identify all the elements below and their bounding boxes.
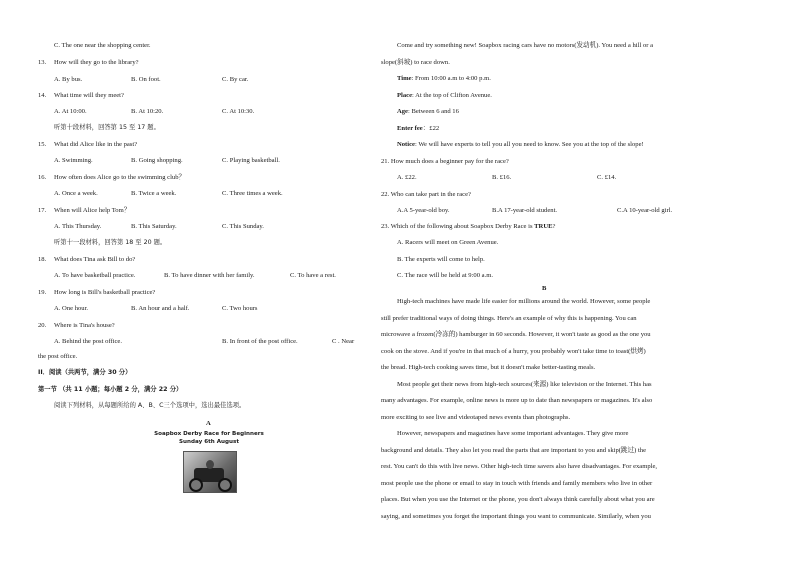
q19-option-b: B. An hour and a half. bbox=[131, 305, 190, 312]
passage-b-line: background and details. They also let you read the parts that are important to you and skip(跳过) the bbox=[381, 447, 647, 454]
notice-row bbox=[397, 140, 644, 149]
q13-stem: How will they go to the library? bbox=[54, 59, 139, 66]
q19-option-c: C. Two hours bbox=[222, 305, 258, 312]
q22-stem: 22. Who can take part in the race? bbox=[381, 191, 471, 198]
q18-number: 18. bbox=[38, 256, 47, 263]
q16-option-a: A. Once a week. bbox=[54, 190, 98, 197]
q12-option-c: C. The one near the shopping center. bbox=[54, 42, 151, 49]
q20-option-c: C . Near bbox=[332, 338, 355, 345]
q14-number: 14. bbox=[38, 92, 47, 99]
place-value: : At the top of Clifton Avenue. bbox=[412, 92, 492, 99]
fee-row bbox=[397, 124, 439, 133]
q23-option-c: C. The race will be held at 9:00 a.m. bbox=[397, 272, 494, 279]
q16-option-c: C. Three times a week. bbox=[222, 190, 283, 197]
age-label: Age bbox=[397, 108, 408, 115]
time-label: Time bbox=[397, 75, 412, 82]
passage-a-intro-line1: Come and try something new! Soapbox racing cars have no motors(发动机). You need a hill or a bbox=[397, 42, 654, 49]
q17-stem: When will Alice help Tom？ bbox=[54, 207, 131, 214]
soapbox-car-photo bbox=[183, 451, 237, 493]
q14-option-c: C. At 10:30. bbox=[222, 108, 255, 115]
notice-label: Notice bbox=[397, 141, 415, 148]
q15-option-b: B. Going shopping. bbox=[131, 157, 183, 164]
q18-option-a: A. To have basketball practice. bbox=[54, 272, 136, 279]
time-row bbox=[397, 74, 491, 83]
q15-option-a: A. Swimming. bbox=[54, 157, 93, 164]
q14-option-b: B. At 10:20. bbox=[131, 108, 164, 115]
q21-option-a: A. £22. bbox=[397, 174, 417, 181]
q19-option-a: A. One hour. bbox=[54, 305, 89, 312]
age-row bbox=[397, 107, 459, 116]
passage-b-line: still prefer traditional ways of doing things. Here's an example of why this is happening. You can bbox=[381, 315, 637, 322]
q17-option-c: C. This Sunday. bbox=[222, 223, 264, 230]
q13-option-b: B. On foot. bbox=[131, 76, 161, 83]
q14-option-a: A. At 10:00. bbox=[54, 108, 87, 115]
passage-b-line: more exciting to see live and videotaped news events than photographs. bbox=[381, 414, 571, 421]
q13-option-a: A. By bus. bbox=[54, 76, 83, 83]
passage-b-line: cook on the stove. And if you're in that much of a hurry, you probably won't take time to toast(烘烤) bbox=[381, 348, 646, 355]
passage-b-line: Most people get their news from high-tech sources(来源) like television or the Internet. This has bbox=[397, 381, 652, 388]
q22-option-c: C.A 10-year-old girl. bbox=[617, 207, 673, 214]
passage-b-line: saying, and sometimes you forget the important things you want to communicate. Similarly, when you bbox=[381, 513, 651, 520]
notice-value: : We will have experts to tell you all you need to know. See you at the top of the slope! bbox=[414, 141, 644, 148]
passage-b-label: B bbox=[542, 285, 547, 292]
part-one-instruction: 阅读下列材料，从每题所给的 A、B、C三个选项中，选出最佳选项。 bbox=[54, 402, 246, 409]
q15-number: 15. bbox=[38, 141, 47, 148]
q20-option-a: A. Behind the post office. bbox=[54, 338, 123, 345]
section-heading-reading: II．阅读（共两节，满分 30 分） bbox=[38, 369, 132, 376]
poster-date: Sunday 6th August bbox=[179, 439, 239, 445]
q20-number: 20. bbox=[38, 322, 47, 329]
listening-instruction-10: 听第十段材料，回答第 15 至 17 题。 bbox=[54, 124, 160, 131]
q23-stem bbox=[381, 222, 555, 231]
passage-b-line: most people use the phone or email to stay in touch with friends and family members who live in other bbox=[381, 480, 653, 487]
q15-stem: What did Alice like in the past? bbox=[54, 141, 138, 148]
q19-stem: How long is Bill's basketball practice? bbox=[54, 289, 156, 296]
q18-option-c: C. To have a rest. bbox=[290, 272, 336, 279]
q23-stem-text: 23. Which of the following about Soapbox Derby Race is bbox=[381, 223, 535, 230]
passage-a-label: A bbox=[206, 420, 211, 427]
q15-option-c: C. Playing basketball. bbox=[222, 157, 280, 164]
q23-stem-end: ? bbox=[552, 223, 556, 230]
q21-option-b: B. £16. bbox=[492, 174, 512, 181]
passage-b-line: places. But when you use the Internet or the phone, you don't always think carefully about what you are bbox=[381, 496, 655, 503]
q18-option-b: B. To have dinner with her family. bbox=[164, 272, 255, 279]
q17-option-a: A. This Thursday. bbox=[54, 223, 102, 230]
q13-number: 13. bbox=[38, 59, 47, 66]
q17-number: 17. bbox=[38, 207, 47, 214]
q19-number: 19. bbox=[38, 289, 47, 296]
passage-b-line: microwave a frozen(冷冻的) hamburger in 60 seconds. However, it won't taste as good as the one you bbox=[381, 331, 651, 338]
passage-b-line: rest. You can't do this with live news. Other high-tech time savers also have disadvantages. For example, bbox=[381, 463, 658, 470]
place-row bbox=[397, 91, 492, 100]
q22-option-a: A.A 5-year-old boy. bbox=[397, 207, 450, 214]
q20-option-b: B. In front of the post office. bbox=[222, 338, 298, 345]
fee-label: Enter fee bbox=[397, 125, 423, 132]
q20-stem: Where is Tina's house? bbox=[54, 322, 115, 329]
q22-option-b: B.A 17-year-old student. bbox=[492, 207, 558, 214]
passage-a-intro-line2: slope(斜坡) to race down. bbox=[381, 59, 450, 66]
q16-number: 16. bbox=[38, 174, 47, 181]
q18-stem: What does Tina ask Bill to do? bbox=[54, 256, 136, 263]
part-one-heading: 第一节 （共 11 小题；每小题 2 分，满分 22 分） bbox=[38, 386, 183, 393]
fee-value: ：£22 bbox=[422, 125, 440, 132]
q23-option-b: B. The experts will come to help. bbox=[397, 256, 485, 263]
passage-b-line: However, newspapers and magazines have some important advantages. They give more bbox=[397, 430, 629, 437]
q16-option-b: B. Twice a week. bbox=[131, 190, 177, 197]
listening-instruction-11: 听第十一段材料，回答第 18 至 20 题。 bbox=[54, 239, 167, 246]
q13-option-c: C. By car. bbox=[222, 76, 249, 83]
age-value: : Between 6 and 16 bbox=[408, 108, 459, 115]
place-label: Place bbox=[397, 92, 413, 99]
passage-b-line: the bread. High-tech cooking saves time, but it doesn't make better-tasting meals. bbox=[381, 364, 596, 371]
q16-stem: How often does Alice go to the swimming club？ bbox=[54, 174, 186, 181]
q21-option-c: C. £14. bbox=[597, 174, 617, 181]
time-value: : From 10:00 a.m to 4:00 p.m. bbox=[411, 75, 491, 82]
q23-option-a: A. Racers will meet on Green Avenue. bbox=[397, 239, 499, 246]
passage-b-line: High-tech machines have made life easier for millions around the world. However, some people bbox=[397, 298, 651, 305]
q17-option-b: B. This Saturday. bbox=[131, 223, 177, 230]
passage-b-line: many advantages. For example, online news is more up to date than newspapers or magazines. It's also bbox=[381, 397, 653, 404]
q23-stem-true: TRUE bbox=[534, 223, 553, 230]
q20-option-c-continued: the post office. bbox=[38, 353, 78, 360]
poster-title: Soapbox Derby Race for Beginners bbox=[154, 431, 264, 437]
q21-stem: 21. How much does a beginner pay for the race? bbox=[381, 158, 509, 165]
q14-stem: What time will they meet? bbox=[54, 92, 124, 99]
